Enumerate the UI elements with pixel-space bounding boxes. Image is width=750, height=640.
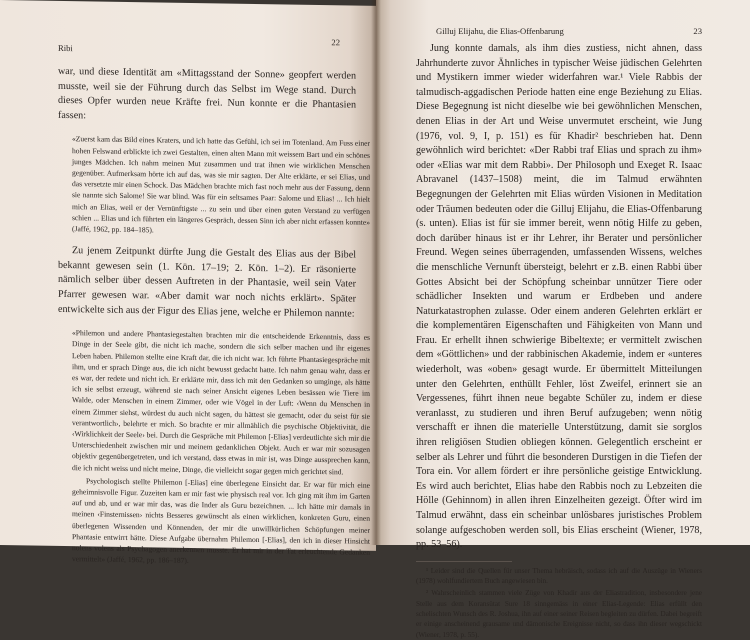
book-gutter <box>371 0 381 545</box>
left-quote-1: «Zuerst kam das Bild eines Kraters, und ich hatte das Gefühl, ich sei im Totenland. Am Fuss einer hohen Felswand erblickte ich zwei Gestalten, einen alten Mann mit weissem Bart und ein schönes junges Mädchen. Ich nahm meinen Mut zusammen und trat ihnen wie wirklichen Menschen gegenüber. Aufmerksam hörte ich auf das, was sie mir sagten. Der Alte erklärte, er sei Elias, und das versetzte mir einen Schock. Das Mädchen brachte mich fast noch mehr aus der Fassung, denn sie nannte sich Salome! Sie war blind. Was für ein seltsames Paar: Salome und Elias! ... Ich hielt mich an Elias, weil er der Vernünftigste ... zu sein und über einen guten Verstand zu verfügen schien ... Elias und ich führten ein längeres Gespräch, dessen Sinn ich aber nicht erfassen konnte» (Jaffé, 1962, pp. 184–185). <box>72 134 370 235</box>
right-paragraph-1: Jung konnte damals, als ihm dies zustiess, nicht ahnen, dass Jahrhunderte zuvor Ähnliches in typischer Weise jüdischen Gelehrten und Mystikern immer wieder widerfahren war.¹ Viele Rabbis der talmudisch-aggadischen Periode hatten eine enge Beziehung zu Elias. Diese Begegnung ist nicht dieselbe wie bei gewöhnlichen Menschen, denen Elias in der Art und Weise unvermutet erscheint, wie Jung (1976, vol. 9, I, p. 151) es für Khadir² beschrieben hat. Denn gewöhnlich wird berichtet: «Der Rabbi traf Elias und sprach zu ihm» oder «Elias war mit dem Rabbi». Der Philosoph und Exeget R. Isaac Abravanel (1437–1508) meint, die im Talmud erwähnten Begegnungen der Gelehrten mit Elias würden Visionen in Meditation oder Träumen bedeuten oder die Gilluj Elijahu, die Elias-Offenbarung (s. unten). Elias ist für sie immer bereit, wenn nötig Hilfe zu geben, doch darüber hinaus ist er ihr Lehrer, ihr Berater und persönlicher Freund. Wegen seines überragenden, umfassenden Wissens, welches die menschliche Vernunft übersteigt, belehrt er z.B. einen Rabbi über Gottes Absicht bei der Schöpfung scheinbar unnützer Tiere oder schädlicher Insekten und warum er Erdbeben und andere Naturkatastrophen zulasse. Oder einem anderen Gelehrten erklärt er die komplementären Eigenschaften und Fähigkeiten von Mann und Frau. Er erhellt ihnen schwierige Bibeltexte; er vermittelt zwischen dem «Göttlichen» und der rabbinischen Akademie, indem er «unteres wiederholt, was «oben» gesagt wurde. Er übermittelt Mitteilungen unter den Gelehrten, enthüllt Fehler, löst Zweifel, erinnert sie an Vergessenes, führt ihnen neue begabte Schüler zu, indem er diese veranlasst, zu studieren und ihren Beruf aufzugeben; wenn nötig verschafft er ihnen die materielle Unterstützung, damit sie sorglos ihren religiösen Studien obliegen können. Gelegentlich erscheint er selber als Lehrer und führt die besonderen Durstigen in die Tiefen der Tora ein. Vor allem fördert er ihre persönliche geistige Entwicklung. Es wird auch berichtet, Elias habe den Rabbis noch zu Lebzeiten die Hölle (Gehinnom) in allen ihren Einzelheiten gezeigt. Öfter wird im Talmud erwähnt, dass ein scheinbar unlösbares juristisches Problem solange aufgeschoben werden soll, bis Elias erscheint (Wiener, 1978, pp. 53–56). <box>416 43 702 551</box>
right-page <box>376 0 750 639</box>
left-paragraph-1: war, und diese Identität am «Mittagsstand der Sonne» geopfert werden musste, weil sie der Führung durch das Selbst im Wege stand. Durch dieses Opfer wurden neue Kräfte frei. Nun konnte er die Phantasien fassen: <box>58 65 356 122</box>
left-page <box>0 0 376 566</box>
footnotes <box>416 566 702 640</box>
left-paragraph-2: Zu jenem Zeitpunkt dürfte Jung die Gestalt des Elias aus der Bibel bekannt gewesen sein (1. Kön. 17–19; 2. Kön. 1–2). Er räsonierte nämlich selber über dessen Auftreten in der Phantasie, weil sein Vater Pfarrer gewesen war. «Aber damit war noch nichts erklärt». Später entwickelte sich aus der Figur des Elias jene, welche er Philemon nannte: <box>58 245 356 320</box>
footnote-rule <box>416 561 512 562</box>
right-page-number: 23 <box>693 26 702 36</box>
left-running-head <box>58 39 366 58</box>
right-running-title: Gilluj Elijahu, die Elias-Offenbarung <box>436 26 564 36</box>
footnote-1: ¹ Leider sind die Quellen für unser Thema hebräisch, sodass ich auf die Auszüge in Wieners (1978) wohlfundiertem Buch angewiesen bin. <box>416 566 702 586</box>
footnote-2: ² Wahrscheinlich stammen viele Züge von Khadir aus der Eliastradition, insbesondere jene Stelle aus dem Koransütat Sure 18 sinngemäss in einer Elias-Legende: Elias erfüllt den schelischten Wunsch des R. Joshua, ihn auf einer seiner Reisen begleiten zu dürfen. Dabei begreift er einige anscheinend grausame und dämonische Ereignisse nicht, so dass ihn dieser wegschickt (Wiener, 1978, p. 55). <box>416 589 702 639</box>
right-running-head <box>416 20 702 34</box>
left-quote-2: «Philemon und andere Phantasiegestalten brachten mir die entscheidende Erkenntnis, dass es Dinge in der Seele gibt, die nicht ich mache, sondern die sich selber machen und ihr eigenes Leben haben. Philemon stellte eine Kraft dar, die ich nicht war. Ich führte Phantasiegespräche mit ihm, und er sprach Dinge aus, die ich nicht bewusst gedacht hatte. Ich nahm genau wahr, dass er es war, der redete und nicht ich. Er erklärte mir, dass ich mit den Gedanken so umginge, als hätte ich sie selbst erzeugt, während sie nach seiner Ansicht eigenes Leben besässen wie Tiere im Walde, oder Menschen in einem Zimmer, oder wie Vögel in der Luft: ‹Wenn du Menschen in einem Zimmer siehst, würdest du auch nicht sagen, du hättest sie gemacht, oder du seist für sie verantwortlich›, belehrte er mich. So brachte er mir allmählich die psychische Objektivität, die ‹Wirklichkeit der Seele› bei. Durch die Gespräche mit Philemon [-Elias] verdeutlichte sich mir die Unterschiedenheit zwischen mir und meinem gedanklichen Objekt. Auch er war mir sozusagen objektiv gegenübergetreten, und ich verstand, dass etwas in mir ist, was Dinge aussprechen kann, die ich nicht weiss und nicht meine, Dinge, die vielleicht sogar gegen mich gerichtet sind. <box>72 328 370 477</box>
left-running-title: Ribi <box>58 42 73 54</box>
left-page-number: 22 <box>331 37 340 48</box>
left-quote-2b: Psychologisch stellte Philemon [-Elias] eine überlegene Einsicht dar. Er war für mich eine geheimnisvolle Figur. Zuzeiten kam er mir fast wie physisch real vor. Ich ging mit ihm im Garten auf und ab, und er war mir das, was die Inder als Guru bezeichnen. ... Ich hätte mir damals in meinen ‹Finsternissen› nichts Besseres gewünscht als einen wirklichen, konkreten Guru, einen überlegenen Wissenden und Könnenden, der mir die unwillkürlichen Schöpfungen meiner Phantasie entwirrt hätte. Diese Aufgabe übernahm Philemon [-Elias], den ich in dieser Hinsicht nolens volens als Psychagogen anerkennen musste. Er hat mir in der Tat erleuchtende Gedanken vermittelt» (Jaffé, 1962, pp. 186–187). <box>72 476 370 566</box>
